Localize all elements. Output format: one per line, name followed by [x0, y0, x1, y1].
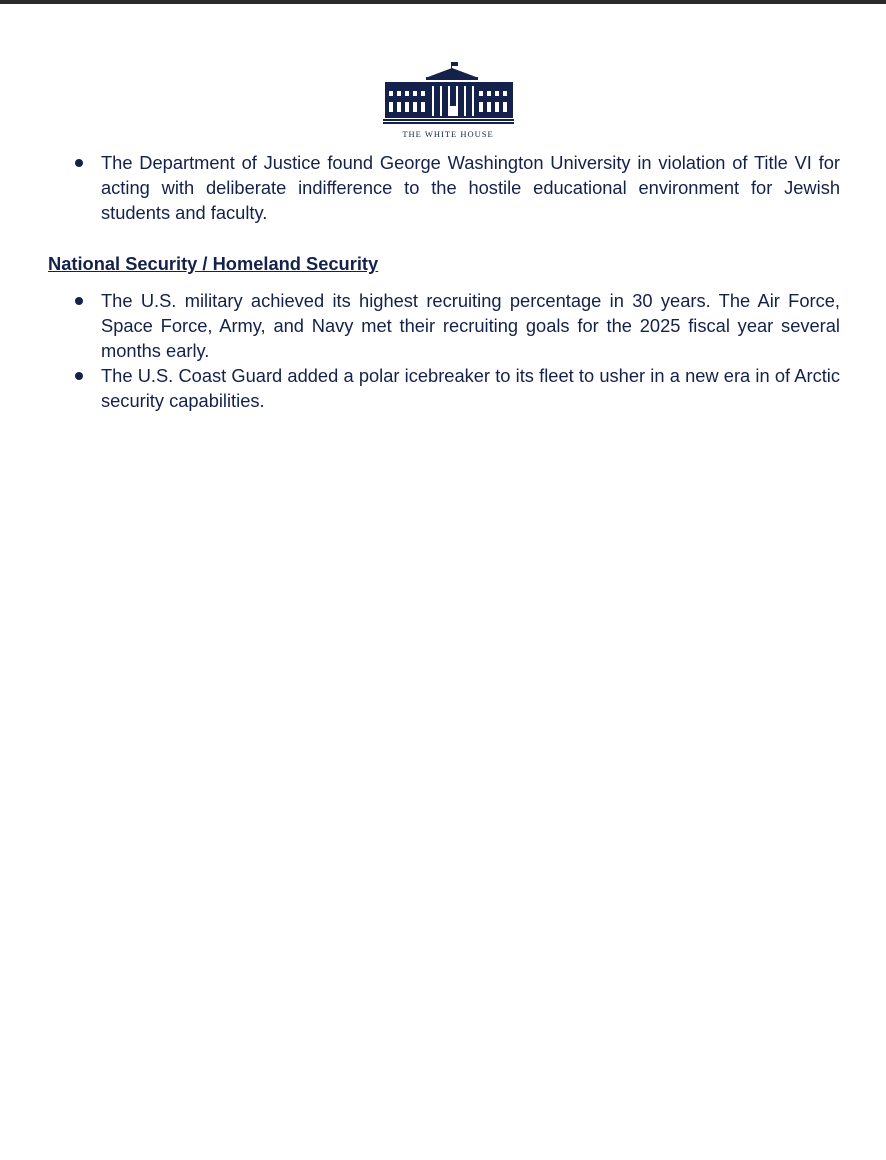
national-security-bullet-list [48, 288, 840, 413]
white-house-building-icon [382, 60, 514, 126]
logo-caption: THE WHITE HOUSE [402, 129, 494, 139]
bullet-text: The U.S. Coast Guard added a polar icebreaker to its fleet to usher in a new era in of Arctic security capabilities. [101, 365, 840, 411]
bullet-icon [75, 372, 83, 380]
bullet-text: The Department of Justice found George Washington University in violation of Title VI for acting with deliberate indifference to the hostile educational environment for Jewish students and faculty. [101, 152, 840, 223]
list-item [48, 363, 840, 413]
continued-bullet-list [48, 150, 840, 225]
bullet-icon [75, 159, 83, 167]
list-item [48, 288, 840, 363]
bullet-text: The U.S. military achieved its highest recruiting percentage in 30 years. The Air Force, Space Force, Army, and Navy met their recruiting goals for the 2025 fiscal year several months early. [101, 290, 840, 361]
white-house-logo [380, 60, 516, 140]
page-top-border [0, 0, 886, 4]
list-item [48, 150, 840, 225]
bullet-icon [75, 297, 83, 305]
section-heading: National Security / Homeland Security [48, 253, 379, 274]
